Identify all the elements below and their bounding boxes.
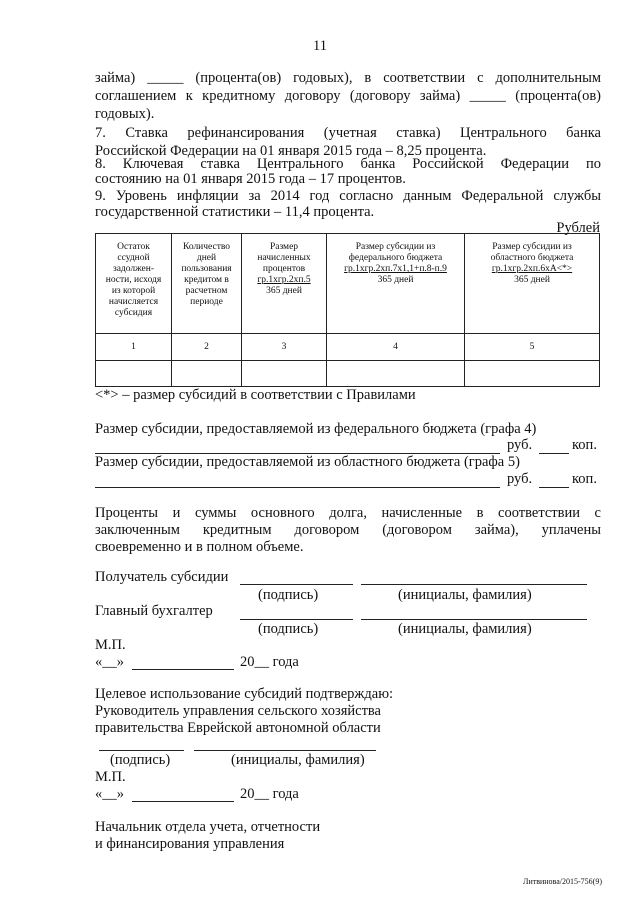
head-of-department-line2: и финансирования управления [95,836,285,852]
item7-line2: Российской Федерации на 01 января 2015 года – 8,25 процента. [95,143,487,159]
chief-accountant-label: Главный бухгалтер [95,603,213,619]
para-cont-line3: годовых). [95,106,155,122]
subsidy-table [95,233,600,387]
date-month-field[interactable] [132,669,234,670]
accountant-name-field[interactable] [361,619,587,620]
recipient-name-caption: (инициалы, фамилия) [398,587,532,603]
item8-line2: состоянию на 01 января 2015 года – 17 процентов. [95,171,406,187]
header-col-3: Размер начисленных процентов гр.1хгр.2хп.5 365 дней [242,234,327,334]
para-cont-line1: займа) _____ (процента(ов) годовых), в соответствии с дополнительным [95,70,601,86]
accountant-name-caption: (инициалы, фамилия) [398,621,532,637]
regional-kop-field[interactable] [539,487,569,488]
confirmation-line2: Руководитель управления сельского хозяйства [95,703,381,719]
interest-line1: Проценты и суммы основного долга, начисленные в соответствии с [95,505,601,521]
doc-code: Литвинова/2015-756(9) [523,877,602,886]
interest-line3: своевременно и в полном объеме. [95,539,304,555]
date-day: «__» [95,654,124,670]
data-cell-3[interactable] [242,361,327,387]
accountant-signature-field[interactable] [240,619,353,620]
item9-line2: государственной статистики – 11,4 процента. [95,204,375,220]
page-number: 11 [313,38,327,54]
federal-kop-label: коп. [572,437,597,453]
currency-label: Рублей [556,220,600,236]
head-of-department-line1: Начальник отдела учета, отчетности [95,819,321,835]
table-data-row [96,361,600,387]
recipient-name-field[interactable] [361,584,587,585]
data-cell-5[interactable] [465,361,600,387]
head-signature-field[interactable] [99,750,184,751]
para-cont-line2: соглашением к кредитному договору (договору займа) _____ (процента(ов) [95,88,601,104]
interest-line2: заключенным кредитным договором (договором займа), уплачены [95,522,601,538]
federal-kop-field[interactable] [539,453,569,454]
confirmation-line1: Целевое использование субсидий подтверждаю: [95,686,394,702]
date-year: 20__ года [240,654,299,670]
date-day-2: «__» [95,786,124,802]
table-number-row [96,334,600,361]
head-name-caption: (инициалы, фамилия) [231,752,365,768]
col-number-2: 2 [172,334,242,361]
data-cell-4[interactable] [327,361,465,387]
federal-rub-label: руб. [507,437,533,453]
header-col-2: Количество дней пользования кредитом в расчетном периоде [172,234,242,334]
formula-col-4: гр.1хгр.2хп.7х1,1+п.8-п.9 [344,264,447,274]
accountant-signature-caption: (подпись) [258,621,319,637]
col-number-5: 5 [465,334,600,361]
regional-subsidy-label: Размер субсидии, предоставляемой из областного бюджета (графа 5) [95,454,520,470]
table-header-row [96,234,600,334]
head-name-field[interactable] [194,750,376,751]
regional-kop-label: коп. [572,471,597,487]
regional-amount-field[interactable] [95,487,500,488]
seal-label-2: М.П. [95,769,126,785]
header-col-5: Размер субсидии из областного бюджета гр.1хгр.2хп.6хА<*> 365 дней [465,234,600,334]
federal-subsidy-label: Размер субсидии, предоставляемой из федерального бюджета (графа 4) [95,421,537,437]
head-signature-caption: (подпись) [110,752,171,768]
footnote: <*> – размер субсидий в соответствии с Правилами [95,387,416,403]
regional-rub-label: руб. [507,471,533,487]
formula-col-3: гр.1хгр.2хп.5 [257,275,311,285]
item7-line1: 7. Ставка рефинансирования (учетная ставка) Центрального банка [95,125,601,141]
data-cell-1[interactable] [96,361,172,387]
data-cell-2[interactable] [172,361,242,387]
recipient-signature-caption: (подпись) [258,587,319,603]
col-number-3: 3 [242,334,327,361]
formula-col-5: гр.1хгр.2хп.6хА<*> [491,264,573,274]
item8-line1: 8. Ключевая ставка Центрального банка Российской Федерации по [95,156,601,172]
col-number-4: 4 [327,334,465,361]
recipient-label: Получатель субсидии [95,569,229,585]
col-number-1: 1 [96,334,172,361]
header-col-1: Остаток ссудной задолжен- ности, исходя из которой начисляется субсидия [96,234,172,334]
seal-label: М.П. [95,637,126,653]
recipient-signature-field[interactable] [240,584,353,585]
item9-line1: 9. Уровень инфляции за 2014 год согласно данным Федеральной службы [95,188,601,204]
confirmation-line3: правительства Еврейской автономной области [95,720,381,736]
date-month-field-2[interactable] [132,801,234,802]
header-col-4: Размер субсидии из федерального бюджета гр.1хгр.2хп.7х1,1+п.8-п.9 365 дней [327,234,465,334]
date-year-2: 20__ года [240,786,299,802]
